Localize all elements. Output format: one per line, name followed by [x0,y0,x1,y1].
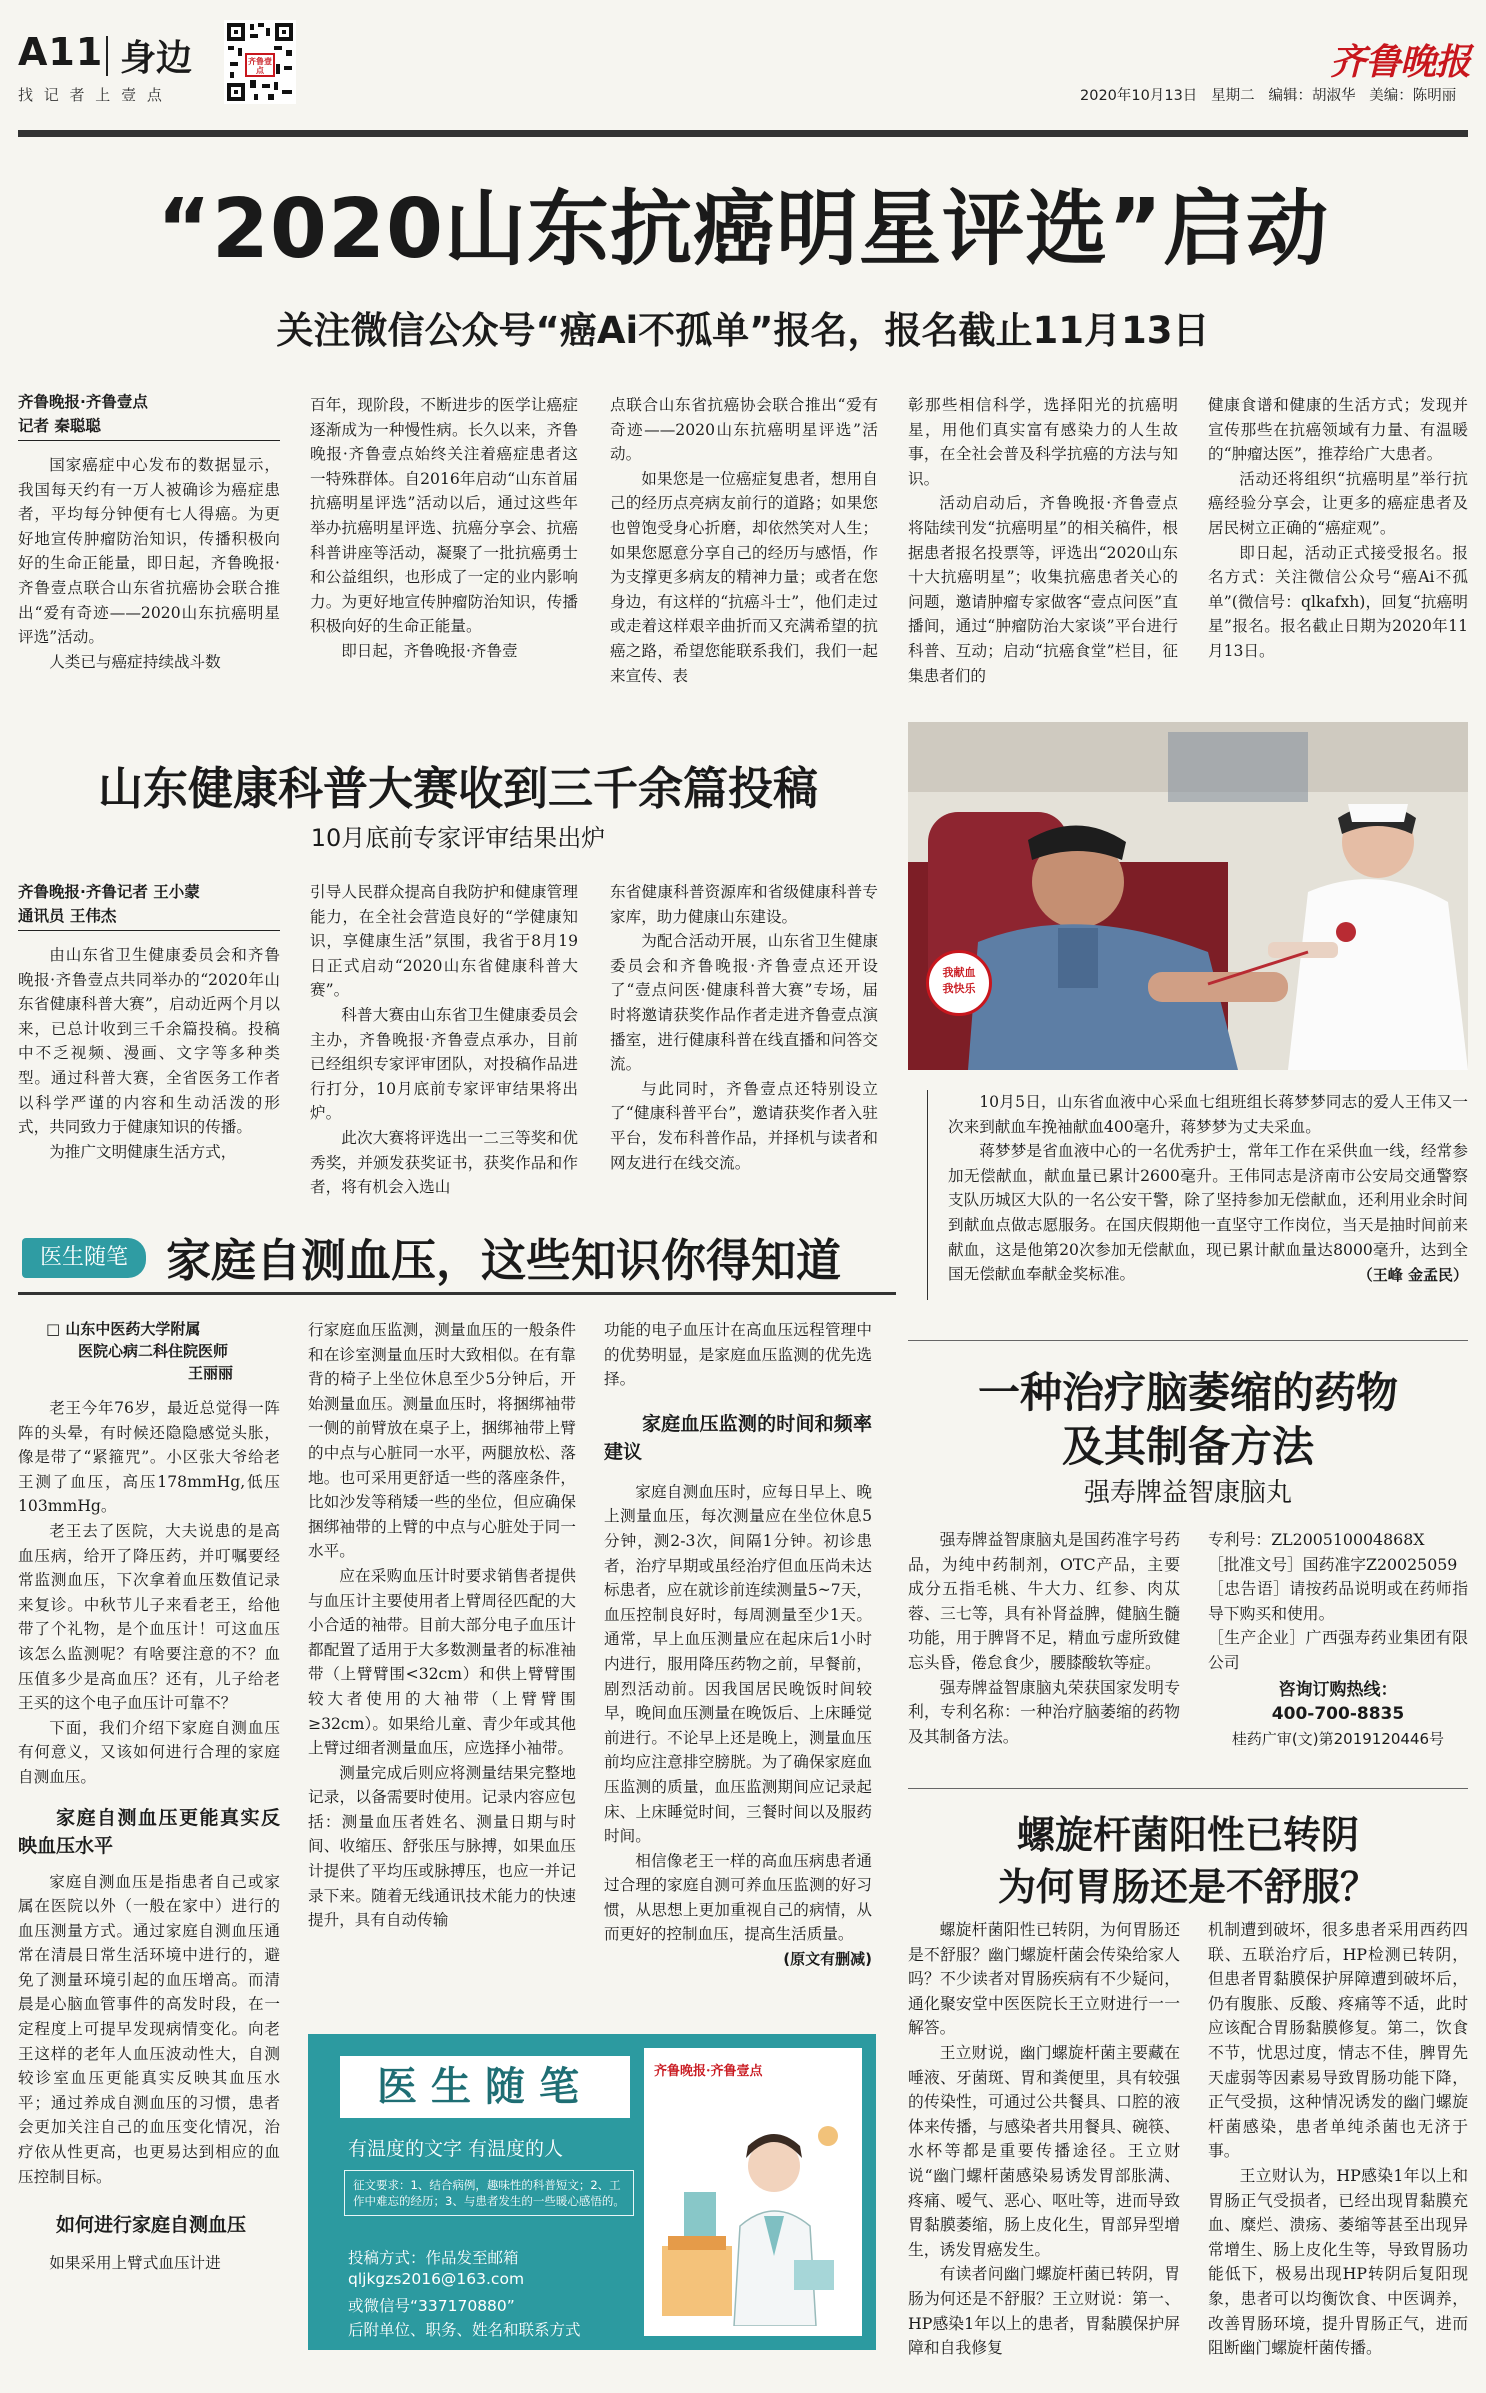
paragraph: 与此同时，齐鲁壹点还特别设立了“健康科普平台”，邀请获奖作者入驻平台，发布科普作品，并择机与读者和网友进行在线交流。 [610,1079,878,1172]
ad-left-col [908,1528,1180,1749]
promo-slogan: 有温度的文字 有温度的人 [348,2138,564,2160]
promo-email[interactable]: qljkgzs2016@163.com [348,2270,525,2288]
doctor-essay-promo [308,2034,876,2350]
ad-headline-line2: 及其制备方法 [1061,1422,1314,1471]
article2-headline: 山东健康科普大赛收到三千余篇投稿 [97,762,818,815]
section-title: 身边 [120,38,193,79]
article1-col4 [908,393,1178,688]
article2-byline1: 齐鲁晚报·齐鲁记者 王小蒙 [18,883,200,901]
paragraph: 国家癌症中心发布的数据显示，我国每天约有一万人被确诊为癌症患者，平均每分钟便有七人得癌。为更好地宣传肿瘤防治知识，传播积极向好的生命正能量，即日起，齐鲁晚报·齐鲁壹点联合山东省抗癌协会联合推出“爱有奇迹——2020山东抗癌明星评选”活动。 [18,456,280,647]
article3-headline: 家庭自测血压，这些知识你得知道 [166,1234,842,1287]
article2-byline2: 通讯员 王伟杰 [18,904,280,931]
article3-top-rule [18,1292,896,1295]
article2-col1 [18,880,280,1164]
paragraph: 老王今年76岁，最近总觉得一阵阵的头晕，有时候还隐隐感觉头胀，像是带了“紧箍咒”。小区张大爷给老王测了血压，高压178mmHg,低压103mmHg。 [18,1399,280,1516]
promo-title: 医生随笔 [340,2056,630,2118]
paragraph: 家庭自测血压时，应每日早上、晚上测量血压，每次测量应在坐位休息5分钟，测2-3次，间隔1分钟。初诊患者，治疗早期或虽经治疗但血压尚未达标患者，应在就诊前连续测量5~7天，血压控制良好时，每周测量至少1天。通常，早上血压测量应在起床后1小时内进行，服用降压药物之前，早餐前，剧烈活动前。因我国居民晚饭时间较早，晚间血压测量在晚饭后、上床睡觉前进行。不论早上还是晚上，测量血压前均应注意排空膀胱。为了确保家庭血压监测的质量，血压监测期间应记录起床、上床睡觉时间，三餐时间以及服药时间。 [604,1482,872,1846]
article1-col3 [610,393,878,688]
paragraph: 机制遭到破坏，很多患者采用西药四联、五联治疗后，HP检测已转阴，但患者胃黏膜保护屏障遭到破坏后，仍有腹胀、反酸、疼痛等不适，此时应该配合胃肠黏膜修复。第二，饮食不节，忧思过度，情志不佳，脾胃先天虚弱等因素易导致胃肠功能下降，正气受损，这种情况诱发的幽门螺旋杆菌感染，患者单纯杀菌也无济于事。 [1208,1920,1468,2161]
promo-illustration-panel [644,2048,862,2336]
paragraph: 科普大赛由山东省卫生健康委员会主办，齐鲁晚报·齐鲁壹点承办，目前已经组织专家评审团队，对投稿作品进行打分，10月底前专家评审结果将出炉。 [310,1005,578,1123]
paragraph: 如果采用上臂式血压计进 [49,2254,221,2273]
article1-subheadline: 关注微信公众号“癌Ai不孤单”报名，报名截止11月13日 [276,309,1210,352]
paragraph: 王立财说，幽门螺旋杆菌主要藏在唾液、牙菌斑、胃和粪便里，具有较强的传染性，可通过公共餐具、口腔的液体来传播，与感染者共用餐具、碗筷、水杯等都是重要传播途径。王立财说“幽门螺杆菌感染易诱发胃部胀满、疼痛、嗳气、恶心、呕吐等，进而导致胃黏膜萎缩，肠上皮化生，胃部异型增生，诱发胃癌发生。 [908,2042,1180,2259]
paragraph: 为配合活动开展，山东省卫生健康委员会和齐鲁晚报·齐鲁壹点还开设了“壹点问医·健康科普大赛”专场，届时将邀请获奖作品作者走进齐鲁壹点演播室，进行健康科普在线直播和问答交流。 [610,932,878,1074]
paragraph: 即日起，齐鲁晚报·齐鲁壹 [341,641,518,660]
article3-subhead3: 家庭血压监测的时间和频率建议 [604,1412,872,1463]
ad-top-rule [908,1340,1468,1341]
paragraph: 彰那些相信科学，选择阳光的抗癌明星，用他们真实富有感染力的人生故事，在全社会普及科学抗癌的方法与知识。 [908,396,1178,488]
author-line1: □ 山东中医药大学附属 [46,1320,201,1338]
article3-subhead2: 如何进行家庭自测血压 [56,2214,247,2237]
editor-credit: 编辑：胡淑华 [1268,88,1356,104]
designer-credit: 美编：陈明丽 [1369,88,1457,104]
stamp-text: 我献血 我快乐 [942,966,976,995]
paragraph: 老王去了医院，大夫说患的是高血压病，给开了降压药，并叮嘱要经常监测血压，下次拿着血压数值记录来复诊。中秋节儿子来看老王，给他带了个礼物，是个血压计！可这血压该怎么监测呢？有啥要注意的不？血压值多少是高血压？还有，儿子给老王买的这个电子血压计可靠不？ [18,1521,280,1713]
article3-col1 [18,1318,280,2276]
article2-subheadline: 10月底前专家评审结果出炉 [310,824,606,852]
article3-subhead1: 家庭自测血压更能真实反映血压水平 [18,1806,280,1857]
issue-weekday: 星期二 [1211,88,1255,104]
photo-column-rule [927,1090,928,1300]
section-slogan: 找 记 者 上 壹 点 [18,86,165,104]
paragraph: 为推广文明健康生活方式， [49,1142,237,1161]
qr-code[interactable] [224,20,296,104]
paragraph: 相信像老王一样的高血压病患者通过合理的家庭自测可养血压监测的好习惯，从思想上更加重视自己的病情，从而更好的控制血压，提高生活质量。 [604,1851,872,1944]
article4-col1 [908,1918,1180,2361]
ad-subheadline: 强寿牌益智康脑丸 [1083,1478,1292,1508]
section-divider [106,36,108,76]
ad-right-col [1208,1528,1468,1751]
promo-note: 后附单位、职务、姓名和联系方式 [348,2321,581,2339]
advice-note: ［忠告语］请按药品说明或在药师指导下购买和使用。 [1208,1579,1468,1623]
photo-credit: （王峰 金孟民） [1357,1265,1468,1284]
article1-headline: “2020山东抗癌明星评选”启动 [156,182,1329,277]
photo-caption [948,1090,1468,1287]
ad-approval-code: 桂药广审(文)第2019120446号 [1231,1729,1445,1748]
paragraph: 活动还将组织“抗癌明星”举行抗癌经验分享会，让更多的癌症患者及居民树立正确的“癌症观”。 [1208,469,1468,537]
paragraph: 有读者问幽门螺旋杆菌已转阴，胃肠为何还是不舒服？王立财说：第一、HP感染1年以上的患者，胃黏膜保护屏障和自我修复 [908,2264,1180,2358]
paragraph: 东省健康科普资源库和省级健康科普专家库，助力健康山东建设。 [610,883,878,926]
article4-top-rule [908,1788,1468,1789]
paragraph: 测量完成后则应将测量结果完整地记录，以备需要时使用。记录内容应包括：测量血压者姓名、测量日期与时间、收缩压、舒张压与脉搏，如果血压计提供了平均压或脉搏压，也应一并记录下来。随着无线通讯技术能力的快速提升，具有自动传输 [308,1763,576,1930]
hotline-label: 咨询订购热线： [1278,1679,1398,1700]
paragraph: 如果您是一位癌症复患者，想用自己的经历点亮病友前行的道路；如果您也曾饱受身心折磨，却依然笑对人生；如果您愿意分享自己的经历与感悟，作为支撑更多病友的精神力量；或者在您身边，有这样的“抗癌斗士”，他们走过或走着这样艰辛曲折而又充满希望的抗癌之路，希望您能联系我们，我们一起来宣传、表 [610,469,878,685]
newspaper-logo: 齐鲁晚报 [1330,41,1471,83]
paragraph: 功能的电子血压计在高血压远程管理中的优势明显，是家庭血压监测的优先选择。 [604,1321,872,1389]
paragraph: 王立财认为，HP感染1年以上和胃肠正气受损者，已经出现胃黏膜充血、糜烂、溃疡、萎缩等甚至出现异常增生、肠上皮化生等，导致胃肠功能低下，极易出现HP转阴后复阳现象，患者可以均衡饮食、中医调养，改善胃肠环境，提升胃肠正气，进而阻断幽门螺旋杆菌传播。 [1208,2165,1468,2358]
paragraph: 健康食谱和健康的生活方式；发现并宣传那些在抗癌领域有力量、有温暖的“肿瘤达医”，推荐给广大患者。 [1208,396,1468,464]
article2-col3 [610,880,878,1175]
column-tag: 医生随笔 [22,1238,146,1278]
paragraph: 由山东省卫生健康委员会和齐鲁晚报·齐鲁壹点共同举办的“2020年山东省健康科普大赛”，启动近两个月以来，已总计收到三千余篇投稿。投稿中不乏视频、漫画、文字等多种类型。通过科普大赛，全省医务工作者以科学严谨的内容和生动活泼的形式，共同致力于健康知识的传播。 [18,946,280,1137]
paragraph: 百年，现阶段，不断进步的医学让癌症逐渐成为一种慢性病。长久以来，齐鲁晚报·齐鲁壹点始终关注着癌症患者这一特殊群体。自2016年启动“山东首届抗癌明星评选”活动以后，通过这些年举办抗癌明星评选、抗癌分享会、抗癌科普讲座等活动，凝聚了一批抗癌勇士和公益组织，也形成了一定的业内影响力。为更好地宣传肿瘤防治知识，传播积极向好的生命正能量。 [310,396,578,636]
paragraph: 即日起，活动正式接受报名。报名方式：关注微信公众号“癌Ai不孤单”(微信号：qlkafxh)，回复“抗癌明星”报名。报名截止日期为2020年11月13日。 [1208,543,1468,660]
paragraph: 引导人民群众提高自我防护和健康管理能力，在全社会营造良好的“学健康知识，享健康生活”氛围，我省于8月19日正式启动“2020山东省健康科普大赛”。 [310,883,578,1000]
manufacturer: ［生产企业］广西强寿药业集团有限公司 [1208,1628,1468,1672]
blood-donation-photo [908,722,1468,1070]
issue-date: 2020年10月13日 [1080,88,1198,104]
paragraph: 活动启动后，齐鲁晚报·齐鲁壹点将陆续刊发“抗癌明星”的相关稿件，根据患者报名投票等，评选出“2020山东十大抗癌明星”；收集抗癌患者关心的问题，邀请肿瘤专家做客“壹点问医”直播间，通过“肿瘤防治大家谈”平台进行科普、互动；启动“抗癌食堂”栏目，征集患者们的 [908,494,1178,685]
page-number: A11 [18,30,104,74]
promo-logo: 齐鲁晚报·齐鲁壹点 [654,2064,763,2079]
hotline-number[interactable]: 400-700-8835 [1271,1704,1405,1725]
article4-headline-line1: 螺旋杆菌阳性已转阴 [1016,1813,1359,1857]
author-line2: 医院心病二科住院医师 [78,1342,229,1360]
paragraph: 应在采购血压计时要求销售者提供与血压计主要使用者上臂周径匹配的大小合适的袖带。目前大部分电子血压计都配置了适用于大多数测量者的标准袖带（上臂臂围<32cm）和供上臂臂围较大者使用的大袖带（上臂臂围≥32cm）。如果给儿童、青少年或其他上臂过细者测量血压，应选择小袖带。 [308,1566,576,1758]
promo-requirement: 征文要求：1、结合病例，趣味性的科普短文；2、工作中难忘的经历；3、与患者发生的一些暖心感悟的。 [344,2170,634,2216]
paragraph: 人类已与癌症持续战斗数 [49,652,221,671]
qr-center-label: 齐鲁壹点 [248,57,272,75]
ad-headline-line1: 一种治疗脑萎缩的药物 [977,1368,1398,1417]
author-line3: 王丽丽 [188,1364,234,1382]
promo-wechat: 或微信号“337170880” [348,2297,515,2315]
paragraph: 螺旋杆菌阳性已转阴，为何胃肠还是不舒服？幽门螺旋杆菌会传染给家人吗？不少读者对胃肠疾病有不少疑问，通化聚安堂中医医院长王立财进行一一解答。 [908,1920,1180,2038]
patent-number: 专利号：ZL200510004868X [1208,1530,1425,1549]
paragraph: 10月5日，山东省血液中心采血七组班组长蒋梦梦同志的爱人王伟又一次来到献血车挽袖献血400毫升，蒋梦梦为丈夫采血。 [948,1093,1468,1136]
article3-col3 [604,1318,872,1972]
paragraph: 强寿牌益智康脑丸是国药准字号药品，为纯中药制剂，OTC产品，主要成分五指毛桃、牛大力、红参、肉苁蓉、三七等，具有补肾益脾，健脑生髓功能，用于脾肾不足，精血亏虚所致健忘头昏，倦怠食少，腰膝酸软等症。 [908,1530,1180,1672]
paragraph: 此次大赛将评选出一二三等奖和优秀奖，并颁发获奖证书，获奖作品和作者，将有机会入选山 [310,1128,578,1197]
article1-byline1: 齐鲁晚报·齐鲁壹点 [18,393,148,411]
paragraph: 家庭自测血压是指患者自己或家属在医院以外（一般在家中）进行的血压测量方式。通过家庭自测血压通常在清晨日常生活环境中进行的，避免了测量环境引起的血压增高。而清晨是心脑血管事件的高发时段，在一定程度上可提早发现病情变化。向老王这样的老年人血压波动性大，自测较诊室血压更能真实反映其血压水平；通过养成自测血压的习惯，患者会更加关注自己的血压变化情况，治疗依从性更高，也更易达到相应的血压控制目标。 [18,1872,280,2186]
masthead-rule [18,130,1468,137]
article2-col2 [310,880,578,1200]
article1-col5 [1208,393,1468,664]
paragraph: 蒋梦梦是省血液中心的一名优秀护士，常年工作在采供血一线，经常参加无偿献血，献血量已累计2600毫升。王伟同志是济南市公安局交通警察支队历城区大队的一名公安干警，除了坚持参加无偿献血，还利用业余时间到献血点做志愿服务。在国庆假期他一直坚守工作岗位，当天是抽时间前来献血，这是他第20次参加无偿献血，现已累计献血量达8000毫升，达到全国无偿献血奉献金奖标准。 [948,1142,1468,1284]
article3-col2 [308,1318,576,1933]
blood-donation-stamp [926,950,992,1016]
article1-byline2: 记者 秦聪聪 [18,414,280,441]
paragraph: 下面，我们介绍下家庭自测血压有何意义，又该如何进行合理的家庭自测血压。 [18,1718,280,1786]
paragraph: 点联合山东省抗癌协会联合推出“爱有奇迹——2020山东抗癌明星评选”活动。 [610,396,878,464]
article1-col1 [18,390,280,674]
doctor-illustration-icon [654,2096,852,2326]
article4-col2 [1208,1918,1468,2361]
article1-col2 [310,393,578,664]
approval-number: ［批准文号］国药准字Z20025059 [1208,1554,1458,1574]
paragraph: 强寿牌益智康脑丸荣获国家发明专利，专利名称：一种治疗脑萎缩的药物及其制备方法。 [908,1677,1180,1746]
article4-headline-line2: 为何胃肠还是不舒服？ [997,1865,1378,1909]
article3-source-note: (原文有删减) [783,1950,872,1969]
promo-submit-label: 投稿方式：作品发至邮箱 [348,2249,519,2267]
paragraph: 行家庭血压监测，测量血压的一般条件和在诊室测量血压时大致相似。在有靠背的椅子上坐位休息至少5分钟后，开始测量血压。测量血压时，将捆绑袖带一侧的前臂放在桌子上，捆绑袖带上臂的中点与心脏同一水平，两腿放松、落地。也可采用更舒适一些的落座条件，比如沙发等稍矮一些的坐位，但应确保捆绑袖带的上臂的中点与心脏处于同一水平。 [308,1321,576,1561]
date-line [1080,84,1456,105]
